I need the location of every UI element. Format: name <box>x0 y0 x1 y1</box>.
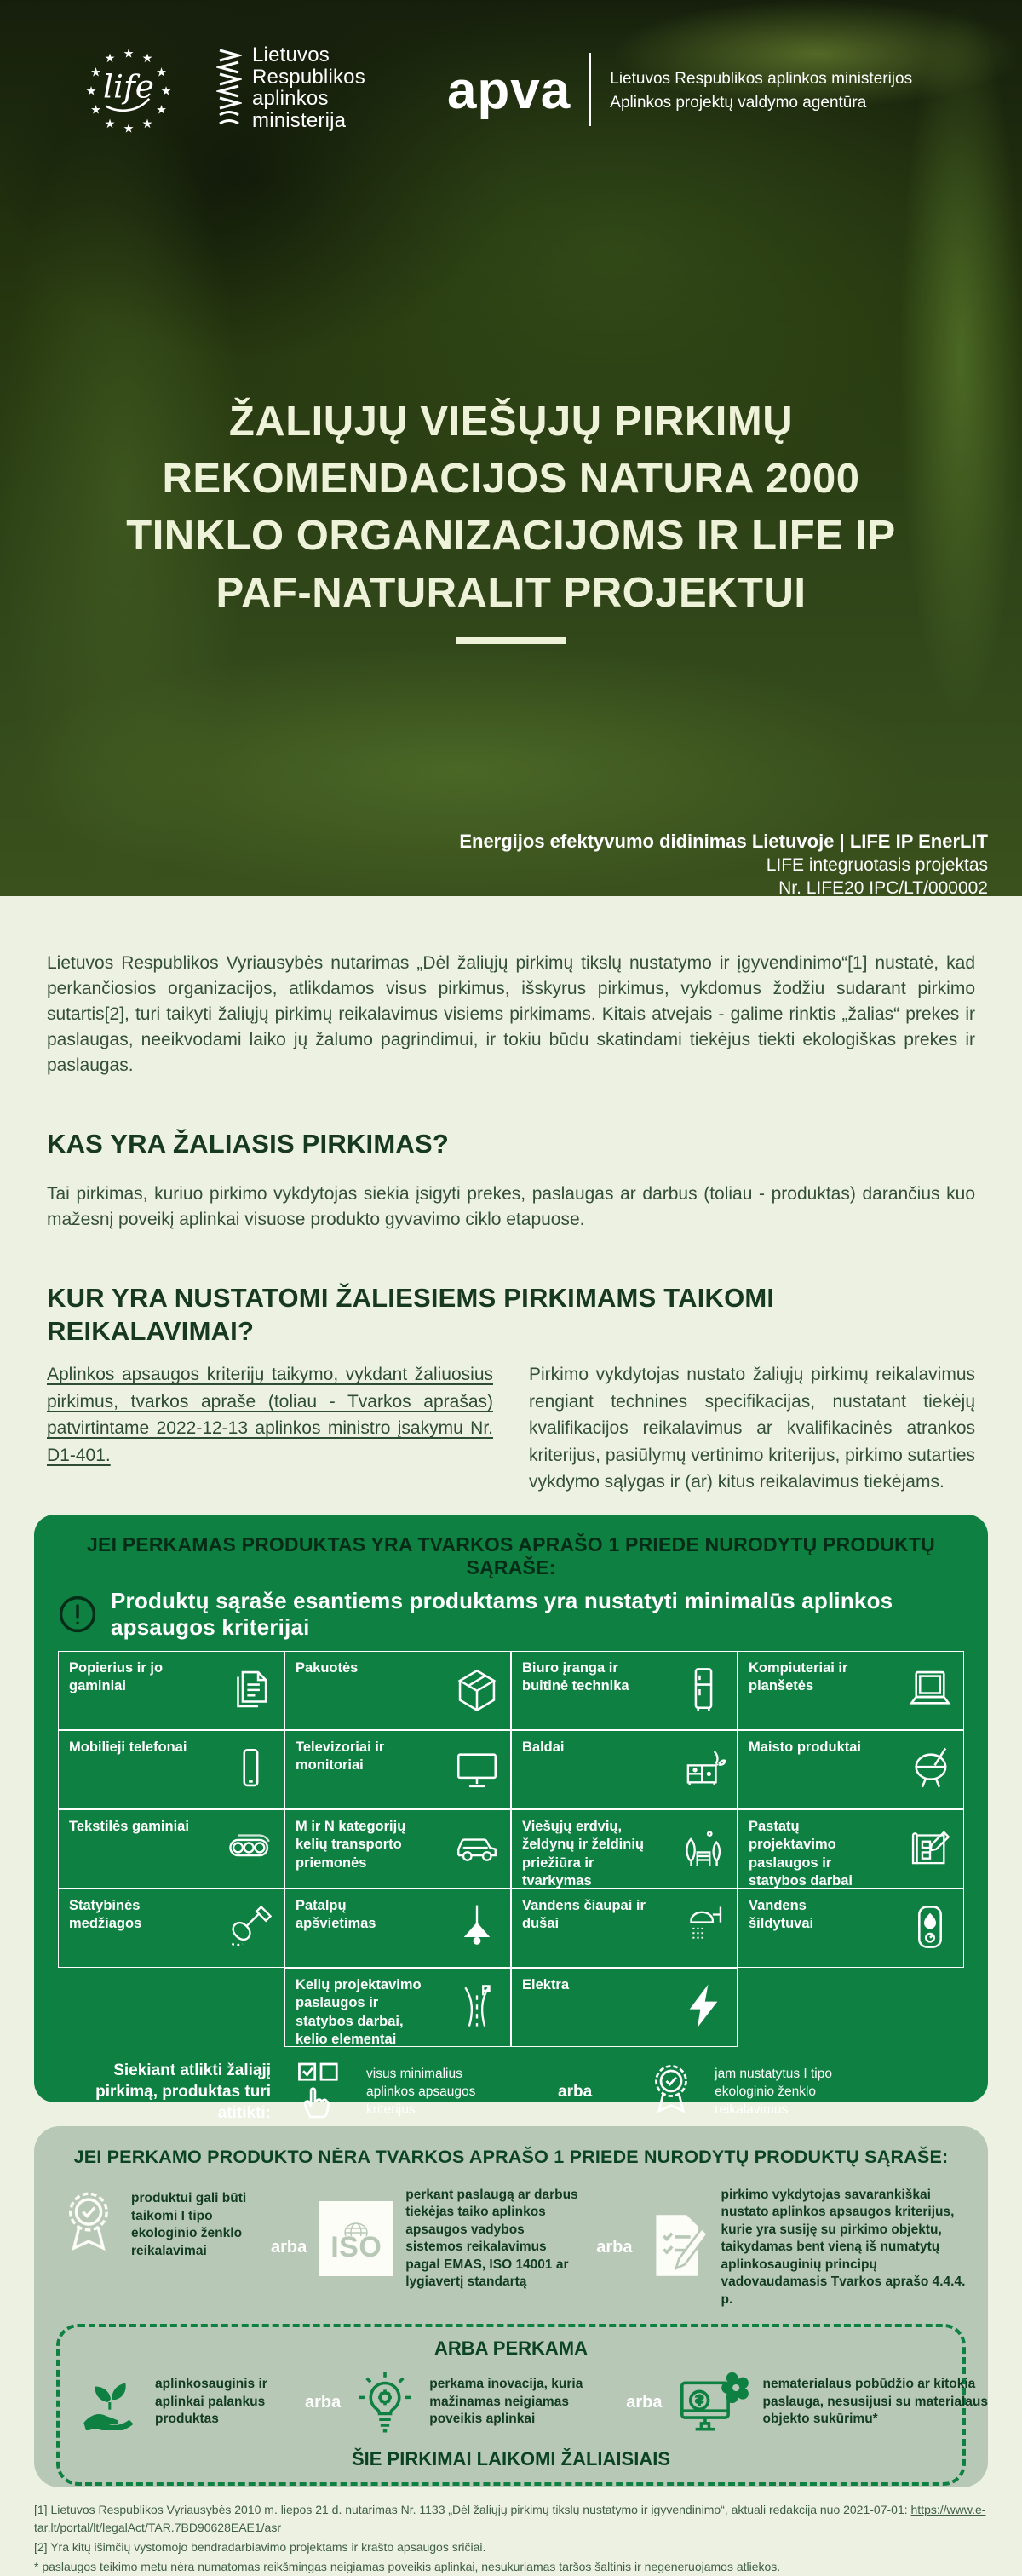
svg-text:★: ★ <box>141 51 153 66</box>
product-label: Statybinės medžiagos <box>69 1897 142 1932</box>
section1-body: Tai pirkimas, kuriuo pirkimo vykdytojas siekia įsigyti prekes, paslaugas ar darbus (toliau - produktas) darančius kuo mažesnį poveikį aplinkai visuose produkto gyvavimo ciklo etapuose. <box>47 1183 975 1229</box>
sage-option-1 <box>56 2187 259 2264</box>
sage-options-row <box>56 2187 966 2309</box>
product-cell <box>738 1889 964 1968</box>
product-label: Baldai <box>522 1739 565 1755</box>
product-label: Pakuotės <box>296 1659 359 1676</box>
sage-panel-header: JEI PERKAMO PRODUKTO NĖRA TVARKOS APRAŠO 1 PRIEDE NURODYTŲ PRODUKTŲ SĄRAŠE: <box>73 2146 949 2167</box>
product-cell <box>284 1889 511 1968</box>
product-cell <box>511 1651 738 1730</box>
ministry-logo-text: Lietuvos Respublikos aplinkos ministerija <box>252 43 365 133</box>
apva-wordmark: apva <box>446 61 571 120</box>
product-cell <box>738 1730 964 1809</box>
or-label: arba <box>596 2237 633 2257</box>
lightning-icon <box>679 1981 728 2035</box>
product-label: Kelių projektavimo paslaugos ir statybos darbai, kelio elementai <box>296 1976 422 2047</box>
svg-text:★: ★ <box>141 117 153 131</box>
green-panel-subheader-row <box>58 1588 964 1641</box>
shower-icon <box>679 1902 728 1956</box>
product-cell <box>511 1889 738 1968</box>
sage-option-text: pirkimo vykdytojas savarankiškai nustato aplinkos apsaugos kriterijus, kurie yra susiję su pirkimo objektu, taikydamas bent vieną iš numatytų aplinkosauginių principų vadovaudamasis Tvarkos aprašo 4.4.4. p. <box>721 2187 966 2307</box>
monitor-icon <box>452 1744 502 1797</box>
laptop-icon <box>905 1665 955 1718</box>
svg-text:life: life <box>103 67 154 106</box>
svg-text:★: ★ <box>90 103 101 118</box>
arba-perkama-options-row <box>80 2368 988 2436</box>
green-panel-footer <box>58 2061 964 2125</box>
package-icon <box>452 1665 502 1718</box>
product-label: M ir N kategorijų kelių transporto priemonės <box>296 1818 406 1871</box>
product-cell <box>58 1651 284 1730</box>
footnote-1: [1] Lietuvos Respublikos Vyriausybės 2010 m. liepos 21 d. nutarimas Nr. 1133 „Dėl žaliųjų pirkimų tikslų nustatymo ir įgyvendinimo“, aktuali redakcija nuo 2021-07-01: https://www.e-tar.lt/portal/lt/legalAct/TAR.7BD90628EAE1/asr <box>34 2502 986 2534</box>
road-icon <box>452 1981 502 2035</box>
product-cell <box>58 1889 284 1968</box>
svg-text:★: ★ <box>123 122 135 136</box>
green-panel-subheader: Produktų sąraše esantiems produktams yra nustatyti minimalūs aplinkos apsaugos kriterijai <box>111 1587 893 1640</box>
section-heading-what-is-green-purchase: KAS YRA ŽALIASIS PIRKIMAS? <box>47 1129 449 1159</box>
product-cell <box>511 1809 738 1889</box>
svg-text:★: ★ <box>156 66 167 80</box>
empty-cell <box>738 1968 964 2047</box>
legal-act-link[interactable]: https://www.e-tar.lt/portal/lt/legalAct/TAR.7BD90628EAE1/asr <box>34 2502 986 2534</box>
criteria-document-icon <box>645 2209 709 2286</box>
ministry-waves-icon <box>216 44 242 131</box>
svg-text:★: ★ <box>104 51 116 66</box>
product-label: Viešųjų erdvių, želdynų ir želdinių priežiūra ir tvarkymas <box>522 1818 645 1889</box>
arba-perkama-header: ARBA PERKAMA <box>433 2337 589 2360</box>
car-icon <box>452 1823 502 1877</box>
iso-certificate-icon: ISO <box>319 2201 393 2276</box>
footer-option1: visus minimalius aplinkos apsaugos kriterijus <box>366 2066 476 2117</box>
appliance-icon <box>679 1665 728 1718</box>
footer-lead-text: Siekiant atlikti žaliąjį pirkimą, produktas turi atitikti: <box>95 2061 271 2122</box>
food-icon <box>905 1744 955 1797</box>
project-name: Energijos efektyvumo didinimas Lietuvoje | LIFE IP EnerLIT <box>459 831 988 852</box>
green-purchases-footer: ŠIE PIRKIMAI LAIKOMI ŽALIAISIAIS <box>351 2448 670 2470</box>
intangible-service-icon <box>676 2368 749 2436</box>
product-label: Vandens šildytuvai <box>749 1897 814 1932</box>
product-cell <box>738 1809 964 1889</box>
product-label: Kompiuteriai ir planšetės <box>749 1659 848 1694</box>
textile-icon <box>226 1823 275 1877</box>
shovel-icon <box>226 1902 275 1956</box>
sage-option-text: perkant paslaugą ar darbus tiekėjas taiko aplinkos apsaugos vadybos sistemos reikalavimus pagal EMAS, ISO 14001 ar lygiavertį standartą <box>405 2187 578 2290</box>
project-number: Nr. LIFE20 IPC/LT/000002 <box>778 878 988 898</box>
ecolabel-badge-icon <box>643 2061 699 2125</box>
apva-divider <box>589 53 591 126</box>
lamp-icon <box>452 1902 502 1956</box>
or-label: arba <box>271 2237 307 2257</box>
product-label: Maisto produktai <box>749 1739 862 1755</box>
ecolabel-badge-icon <box>56 2187 121 2264</box>
innovation-bulb-icon <box>354 2369 416 2435</box>
not-in-list-panel <box>34 2126 988 2487</box>
exclamation-circle-icon <box>58 1595 97 1634</box>
hand-plant-icon <box>80 2374 143 2430</box>
dashed-option-text: aplinkosauginis ir aplinkai palankus produktas <box>155 2377 267 2427</box>
or-label: arba <box>305 2392 342 2412</box>
logo-row <box>82 44 988 138</box>
phone-icon <box>226 1744 275 1797</box>
paper-icon <box>226 1665 275 1718</box>
title-divider <box>456 637 566 644</box>
sage-option-2 <box>319 2187 584 2291</box>
product-label: Vandens čiaupai ir dušai <box>522 1897 646 1932</box>
main-content <box>0 951 1022 1496</box>
requirements-paragraph: Pirkimo vykdytojas nustato žaliųjų pirkimų reikalavimus rengiant technines specifikacijas, nustatant tiekėjų kvalifikacijos reikalavimus ar kvalifikacinės atrankos kriterijus, pasiūlymų vertinimo kriterijus, pirkimo sutarties vykdymo sąlygas ir (ar) kitus reikalavimus tiekėjams. <box>529 1365 975 1492</box>
footer-or-label: arba <box>558 2083 593 2102</box>
product-cell <box>284 1730 511 1809</box>
green-products-panel <box>34 1515 988 2122</box>
dashed-option-2 <box>354 2369 612 2435</box>
procedure-description-link[interactable]: Aplinkos apsaugos kriterijų taikymo, vykdant žaliuosius pirkimus, tvarkos apraše (toliau - Tvarkos aprašas) patvirtintame 2022-12-13 aplinkos ministro įsakymu Nr. D1-401. <box>47 1365 493 1465</box>
two-column-block <box>47 1361 975 1496</box>
intro-paragraph: Lietuvos Respublikos Vyriausybės nutarimas „Dėl žaliųjų pirkimų tikslų nustatymo ir įgyvendinimo“[1] nustatė, kad perkančiosios organizacijos, atlikdamos visus pirkimus, išskyrus pirkimus, vykdomus žodžiu sudarant pirkimo sutartis[2], turi taikyti žaliųjų pirkimų reikalavimus visiems pirkimams. Kitais atvejais - galime rinktis „žalias“ prekes ir paslaugas, neeikvodami laiko jų žalumo pagrindimui, ir tokiu būdu skatindami tiekėjus tiekti ekologiškas prekes ir paslaugas. <box>47 953 975 1076</box>
product-cell <box>284 1968 511 2047</box>
product-cell <box>58 1809 284 1889</box>
project-type: LIFE integruotasis projektas <box>766 855 988 875</box>
water-heater-icon <box>905 1902 955 1956</box>
dashed-option-text: perkama inovacija, kuria mažinamas neigiamas poveikis aplinkai <box>429 2377 583 2427</box>
dashed-option-3 <box>676 2368 1019 2436</box>
product-label: Televizoriai ir monitoriai <box>296 1739 385 1774</box>
empty-cell <box>58 1968 284 2047</box>
product-cell <box>511 1968 738 2047</box>
product-label: Patalpų apšvietimas <box>296 1897 376 1932</box>
green-panel-header: JEI PERKAMAS PRODUKTAS YRA TVARKOS APRAŠO 1 PRIEDE NURODYTŲ PRODUKTŲ SĄRAŠE: <box>87 1532 935 1578</box>
arba-perkama-box <box>56 2324 988 2486</box>
svg-text:★: ★ <box>90 66 101 80</box>
footnote-asterisk: * paslaugos teikimo metu nėra numatomas reikšmingas neigiamas poveikis aplinkai, nesukuriamas taršos šaltinis ir negeneruojamos atliekos. <box>34 2559 781 2573</box>
product-grid <box>58 1651 964 2047</box>
product-cell <box>284 1809 511 1889</box>
svg-text:★: ★ <box>156 103 167 118</box>
blueprint-icon <box>905 1823 955 1877</box>
product-label: Tekstilės gaminiai <box>69 1818 189 1834</box>
project-credits <box>459 831 988 899</box>
park-icon <box>679 1823 728 1877</box>
product-label: Biuro įranga ir buitinė technika <box>522 1659 629 1694</box>
product-cell <box>511 1730 738 1809</box>
checkbox-hand-icon <box>295 2061 347 2125</box>
product-label: Pastatų projektavimo paslaugos ir statybos darbai <box>749 1818 853 1889</box>
ministry-logo <box>216 44 365 132</box>
product-cell <box>284 1651 511 1730</box>
svg-text:★: ★ <box>160 84 172 99</box>
section-heading-where-requirements: KUR YRA NUSTATOMI ŽALIESIEMS PIRKIMAMS TAIKOMI REIKALAVIMAI? <box>47 1282 775 1346</box>
product-cell <box>58 1730 284 1809</box>
product-label: Elektra <box>522 1976 570 1992</box>
svg-text:★: ★ <box>104 117 116 131</box>
sage-option-3 <box>645 2187 977 2309</box>
life-eu-logo <box>82 44 175 138</box>
svg-text:★: ★ <box>85 84 97 99</box>
page-title: ŽALIŲJŲ VIEŠŲJŲ PIRKIMŲ REKOMENDACIJOS NATURA 2000 TINKLO ORGANIZACIJOMS IR LIFE IP PAF-NATURALIT PROJEKTUI <box>126 399 896 617</box>
apva-logo-text: Lietuvos Respublikos aplinkos ministerijos Aplinkos projektų valdymo agentūra <box>610 70 913 112</box>
dashed-option-1 <box>80 2374 291 2430</box>
sage-option-text: produktui gali būti taikomi I tipo ekologinio ženklo reikalavimai <box>131 2191 247 2258</box>
product-label: Mobilieji telefonai <box>69 1739 187 1755</box>
hero-banner <box>0 0 1022 896</box>
product-label: Popierius ir jo gaminiai <box>69 1659 164 1694</box>
furniture-icon <box>679 1744 728 1797</box>
footer-option2: jam nustatytus I tipo ekologinio ženklo reikalavimus <box>715 2066 832 2117</box>
product-cell <box>738 1651 964 1730</box>
svg-text:★: ★ <box>123 47 135 61</box>
footnote-2: [2] Yra kitų išimčių vystomojo bendradarbiavimo projektams ir krašto apsaugos sričiai. <box>34 2539 486 2554</box>
dashed-option-text: nematerialaus pobūdžio ar kitokia paslauga, nesusijusi su materialaus objekto sukūrimu* <box>762 2377 988 2427</box>
or-label: arba <box>626 2392 663 2412</box>
apva-logo <box>447 44 912 126</box>
footnotes <box>34 2501 988 2576</box>
